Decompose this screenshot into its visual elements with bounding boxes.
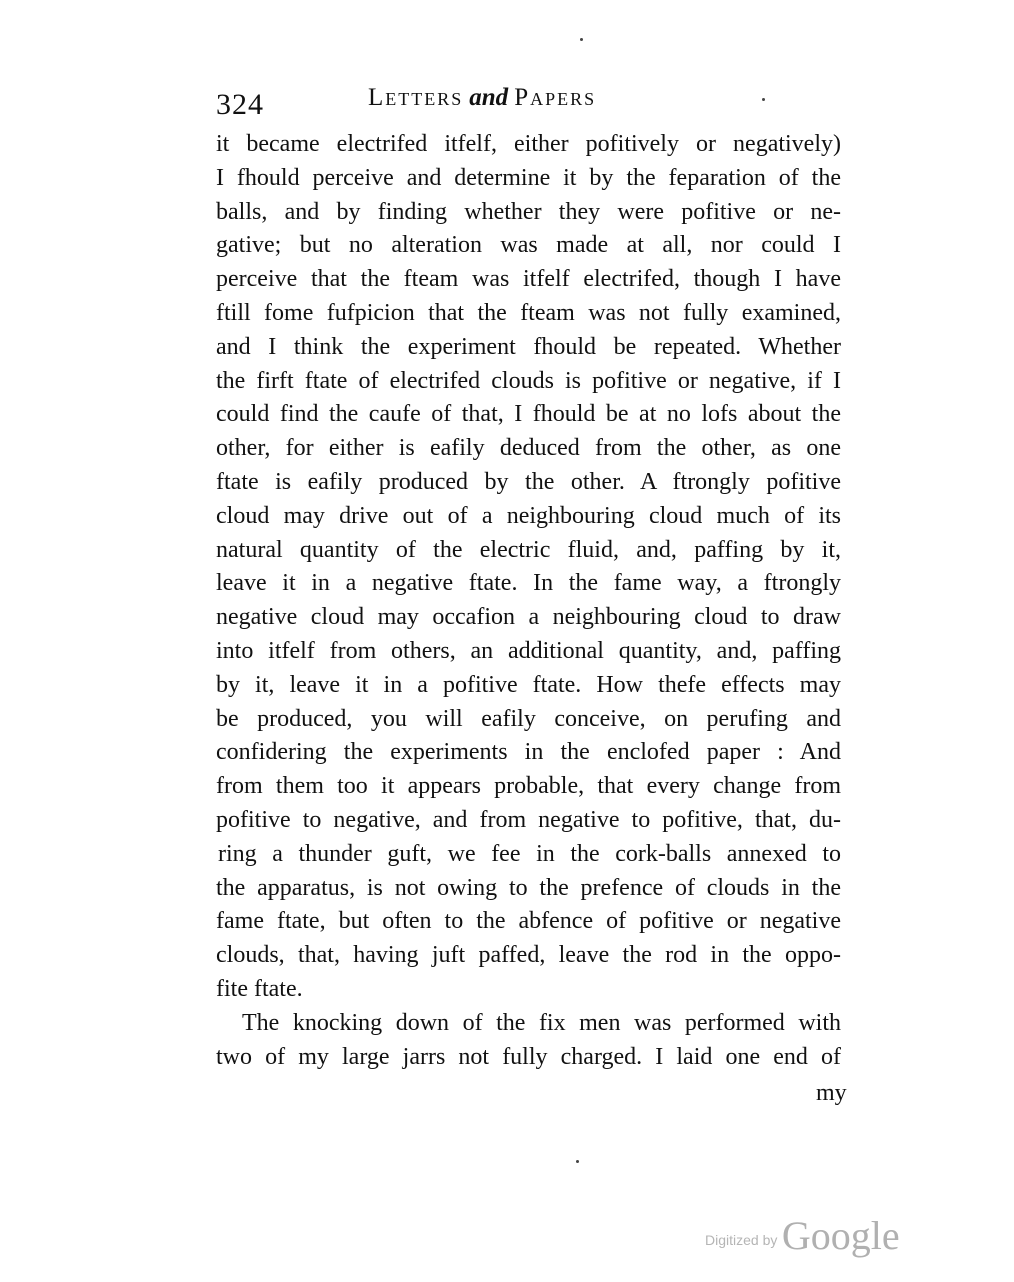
watermark-prefix: Digitized by xyxy=(705,1232,778,1248)
running-title-part1: Letters xyxy=(368,84,464,111)
text-line: negative cloud may occafion a neighbouring cloud to draw xyxy=(216,604,841,631)
page-number: 324 xyxy=(216,88,264,121)
text-line: other, for either is eafily deduced from the other, as one xyxy=(216,435,841,462)
text-line: ring a thunder guft, we fee in the cork-balls annexed to xyxy=(218,840,841,867)
text-line: be produced, you will eafily conceive, on perufing and xyxy=(216,705,841,732)
text-line: fame ftate, but often to the abfence of pofitive or negative xyxy=(216,908,841,935)
paragraph-end-line: fite ftate. xyxy=(216,975,303,1002)
google-logo: Google xyxy=(781,1213,900,1258)
running-title-part2: Papers xyxy=(514,84,597,111)
text-line: natural quantity of the electric fluid, and, paffing by it, xyxy=(216,536,841,563)
text-line: perceive that the fteam was itfelf electrifed, though I have xyxy=(216,266,841,293)
text-line: the firft ftate of electrifed clouds is pofitive or negative, if I xyxy=(216,367,841,394)
scan-speck xyxy=(762,98,765,101)
running-title-connector: and xyxy=(469,84,509,111)
text-line: I fhould perceive and determine it by the feparation of the xyxy=(216,164,841,191)
running-title xyxy=(368,84,596,112)
text-line: two of my large jarrs not fully charged. I laid one end of xyxy=(216,1043,841,1070)
text-line: clouds, that, having juft paffed, leave the rod in the oppo- xyxy=(216,942,841,969)
text-line: by it, leave it in a pofitive ftate. How thefe effects may xyxy=(216,671,841,698)
digitized-watermark xyxy=(705,1212,900,1259)
paragraph-start-line: The knocking down of the fix men was performed with xyxy=(242,1009,841,1036)
text-line: balls, and by finding whether they were pofitive or ne- xyxy=(216,198,841,225)
catchword: my xyxy=(816,1080,847,1106)
running-head xyxy=(216,84,846,124)
text-line: could find the caufe of that, I fhould be at no lofs about the xyxy=(216,401,841,428)
text-line: it became electrifed itfelf, either pofitively or negatively) xyxy=(216,131,841,157)
text-line: cloud may drive out of a neighbouring cloud much of its xyxy=(216,502,841,529)
text-line: gative; but no alteration was made at all, nor could I xyxy=(216,232,841,259)
text-line: ftill fome fufpicion that the fteam was not fully examined, xyxy=(216,299,841,326)
scan-speck xyxy=(580,38,583,41)
text-line: leave it in a negative ftate. In the fame way, a ftrongly xyxy=(216,570,841,597)
text-line: and I think the experiment fhould be repeated. Whether xyxy=(216,333,841,360)
text-line: into itfelf from others, an additional quantity, and, paffing xyxy=(216,637,841,664)
text-line: pofitive to negative, and from negative to pofitive, that, du- xyxy=(216,806,841,833)
text-line: from them too it appears probable, that every change from xyxy=(216,773,841,800)
text-line: ftate is eafily produced by the other. A ftrongly pofitive xyxy=(216,468,841,495)
text-line: confidering the experiments in the enclofed paper : And xyxy=(216,739,841,766)
scan-speck xyxy=(576,1160,579,1163)
text-line: the apparatus, is not owing to the prefence of clouds in the xyxy=(216,874,841,901)
body-text xyxy=(216,128,841,1074)
